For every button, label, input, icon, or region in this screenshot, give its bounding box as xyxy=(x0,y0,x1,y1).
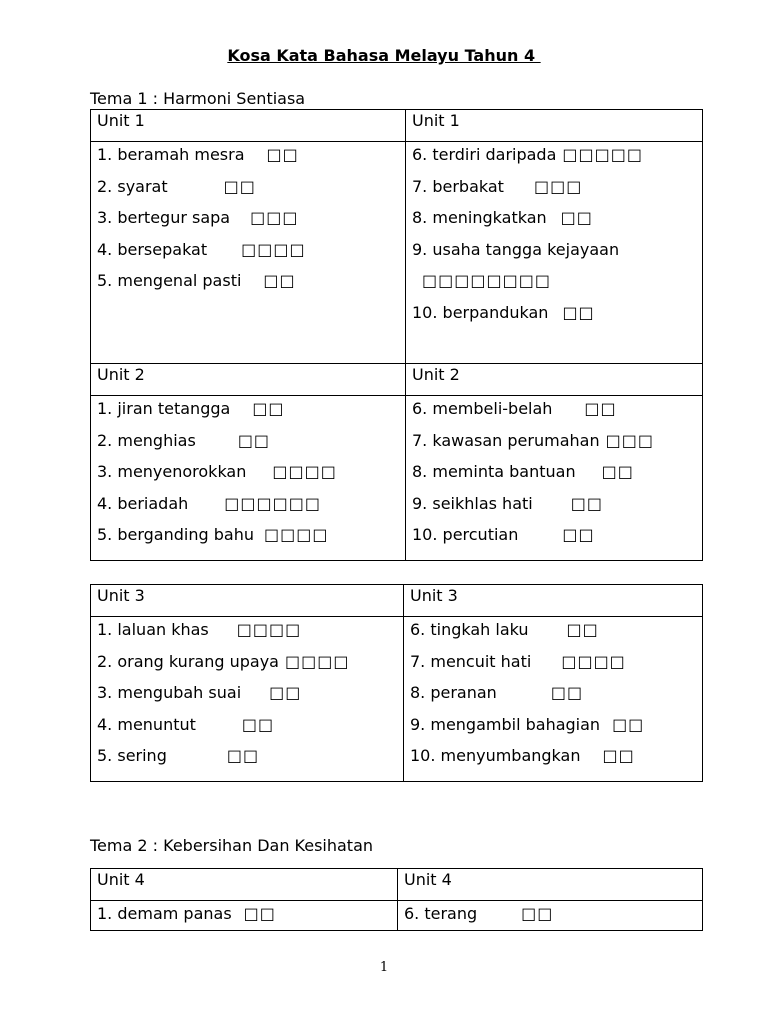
unit-3-table xyxy=(90,584,703,782)
vocab-glyphs: □□□□ xyxy=(241,239,306,259)
vocab-word: 3. menyenorokkan xyxy=(97,462,247,481)
vocab-glyphs: □□ xyxy=(560,208,593,227)
vocab-item xyxy=(410,682,696,714)
vocab-glyphs: □□ xyxy=(562,302,595,322)
vocab-item xyxy=(412,461,696,493)
vocab-glyphs: □□ xyxy=(252,399,285,418)
vocab-item xyxy=(97,207,399,239)
vocab-glyphs: □□ xyxy=(570,493,603,513)
vocab-word: 7. kawasan perumahan xyxy=(412,430,600,450)
vocab-word: 5. mengenal pasti xyxy=(97,271,242,290)
vocab-glyphs: □□ xyxy=(237,430,271,450)
unit-1-left-list xyxy=(91,142,406,364)
vocab-item xyxy=(412,302,696,334)
vocab-item xyxy=(412,176,696,208)
vocab-glyphs: □□□□ xyxy=(284,651,350,671)
vocab-glyphs: □□ xyxy=(269,683,302,702)
vocab-item xyxy=(412,270,696,302)
vocab-glyphs: □□ xyxy=(566,620,599,639)
vocab-glyphs: □□□□ xyxy=(263,525,329,544)
unit-3-right-header: Unit 3 xyxy=(404,585,703,617)
unit-3-right-list xyxy=(404,617,703,782)
vocab-item xyxy=(97,398,399,430)
vocab-item xyxy=(412,493,696,525)
vocab-glyphs: □□□□□□ xyxy=(224,493,321,513)
vocab-glyphs: □□ xyxy=(223,176,256,196)
vocab-word: 9. seikhlas hati xyxy=(412,493,533,513)
vocab-glyphs: □□ xyxy=(241,714,275,734)
vocab-item xyxy=(410,745,696,777)
vocab-item xyxy=(410,619,696,651)
vocab-word: 1. demam panas xyxy=(97,904,232,923)
vocab-item xyxy=(97,176,399,208)
vocab-word: 10. menyumbangkan xyxy=(410,746,581,765)
unit-2-table xyxy=(90,363,703,561)
unit-2-left-header: Unit 2 xyxy=(91,364,406,396)
vocab-glyphs: □□□ xyxy=(605,430,654,450)
unit-4-right-list xyxy=(398,901,703,931)
vocab-word: 5. sering xyxy=(97,746,167,765)
vocab-word: 8. meminta bantuan xyxy=(412,462,576,481)
unit-4-left-list xyxy=(91,901,398,931)
vocab-word: 6. membeli-belah xyxy=(412,399,553,418)
tema-1-heading: Tema 1 : Harmoni Sentiasa xyxy=(90,89,306,108)
vocab-word: 3. mengubah suai xyxy=(97,683,242,702)
vocab-glyphs: □□ xyxy=(562,525,595,544)
unit-4-left-header: Unit 4 xyxy=(91,869,398,901)
vocab-glyphs: □□□ xyxy=(250,208,299,227)
vocab-item xyxy=(97,430,399,462)
vocab-word: 2. syarat xyxy=(97,176,168,196)
vocab-item xyxy=(412,430,696,462)
vocab-glyphs: □□ xyxy=(612,714,645,734)
vocab-word: 9. mengambil bahagian xyxy=(410,714,601,734)
document-title: Kosa Kata Bahasa Melayu Tahun 4 xyxy=(227,46,541,65)
vocab-word: 8. meningkatkan xyxy=(412,208,547,227)
unit-2-right-header: Unit 2 xyxy=(406,364,703,396)
vocab-item xyxy=(97,714,397,746)
vocab-item xyxy=(97,745,397,777)
vocab-glyphs: □□ xyxy=(263,271,296,290)
vocab-item xyxy=(410,714,696,746)
vocab-word: 1. beramah mesra xyxy=(97,145,245,164)
vocab-word: 7. berbakat xyxy=(412,176,504,196)
vocab-word: 10. percutian xyxy=(412,525,519,544)
vocab-word: 5. berganding bahu xyxy=(97,525,254,544)
vocab-item xyxy=(97,270,399,302)
vocab-word: 6. terdiri daripada xyxy=(412,145,557,164)
unit-1-right-list xyxy=(406,142,703,364)
unit-2-right-list xyxy=(406,396,703,561)
vocab-glyphs: □□ xyxy=(602,746,635,765)
vocab-word: 4. beriadah xyxy=(97,493,189,513)
vocab-item xyxy=(412,239,696,271)
page-number: 1 xyxy=(379,960,389,975)
vocab-glyphs: □□ xyxy=(584,399,617,418)
vocab-glyphs: □□ xyxy=(601,462,634,481)
vocab-word: 1. laluan khas xyxy=(97,620,209,639)
vocab-glyphs: □□ xyxy=(550,683,584,702)
vocab-item xyxy=(97,239,399,271)
vocab-item xyxy=(97,461,399,493)
vocab-word: 8. peranan xyxy=(410,683,497,702)
vocab-item xyxy=(97,619,397,651)
vocab-word: 2. orang kurang upaya xyxy=(97,651,279,671)
unit-1-left-header: Unit 1 xyxy=(91,110,406,142)
unit-1-table xyxy=(90,109,703,364)
unit-3-left-list xyxy=(91,617,404,782)
vocab-item xyxy=(412,524,696,556)
vocab-glyphs: □□ xyxy=(266,145,299,164)
vocab-item xyxy=(97,493,399,525)
vocab-glyphs: □□□□ xyxy=(272,462,337,481)
vocab-glyphs: □□ xyxy=(226,746,260,765)
vocab-item xyxy=(97,682,397,714)
vocab-glyphs: □□□□ xyxy=(236,620,302,639)
vocab-item xyxy=(404,903,696,929)
vocab-item xyxy=(97,144,399,176)
vocab-glyphs: □□ xyxy=(521,904,554,923)
vocab-word: 1. jiran tetangga xyxy=(97,399,231,418)
vocab-glyphs: □□ xyxy=(243,904,276,923)
vocab-item xyxy=(412,144,696,176)
vocab-item xyxy=(97,903,391,929)
unit-4-right-header: Unit 4 xyxy=(398,869,703,901)
vocab-glyphs: □□□ xyxy=(533,176,583,196)
vocab-word: 3. bertegur sapa xyxy=(97,208,231,227)
unit-2-left-list xyxy=(91,396,406,561)
vocab-item xyxy=(412,207,696,239)
vocab-word: 4. bersepakat xyxy=(97,239,208,259)
vocab-word: 6. tingkah laku xyxy=(410,620,529,639)
vocab-word: 2. menghias xyxy=(97,430,196,450)
vocab-word: 4. menuntut xyxy=(97,714,196,734)
vocab-item xyxy=(412,398,696,430)
tema-2-heading: Tema 2 : Kebersihan Dan Kesihatan xyxy=(90,836,374,855)
vocab-glyphs: □□□□ xyxy=(561,651,626,671)
vocab-glyphs: □□□□□ xyxy=(562,145,643,164)
unit-1-right-header: Unit 1 xyxy=(406,110,703,142)
vocab-word: 6. terang xyxy=(404,904,478,923)
vocab-word: 9. usaha tangga kejayaan xyxy=(412,239,620,259)
vocab-item xyxy=(97,651,397,683)
unit-3-left-header: Unit 3 xyxy=(91,585,404,617)
vocab-glyphs: □□□□□□□□ xyxy=(422,271,551,290)
vocab-word: 7. mencuit hati xyxy=(410,651,532,671)
vocab-word: 10. berpandukan xyxy=(412,302,549,322)
unit-4-table xyxy=(90,868,703,931)
vocab-item xyxy=(410,651,696,683)
vocab-item xyxy=(97,524,399,556)
